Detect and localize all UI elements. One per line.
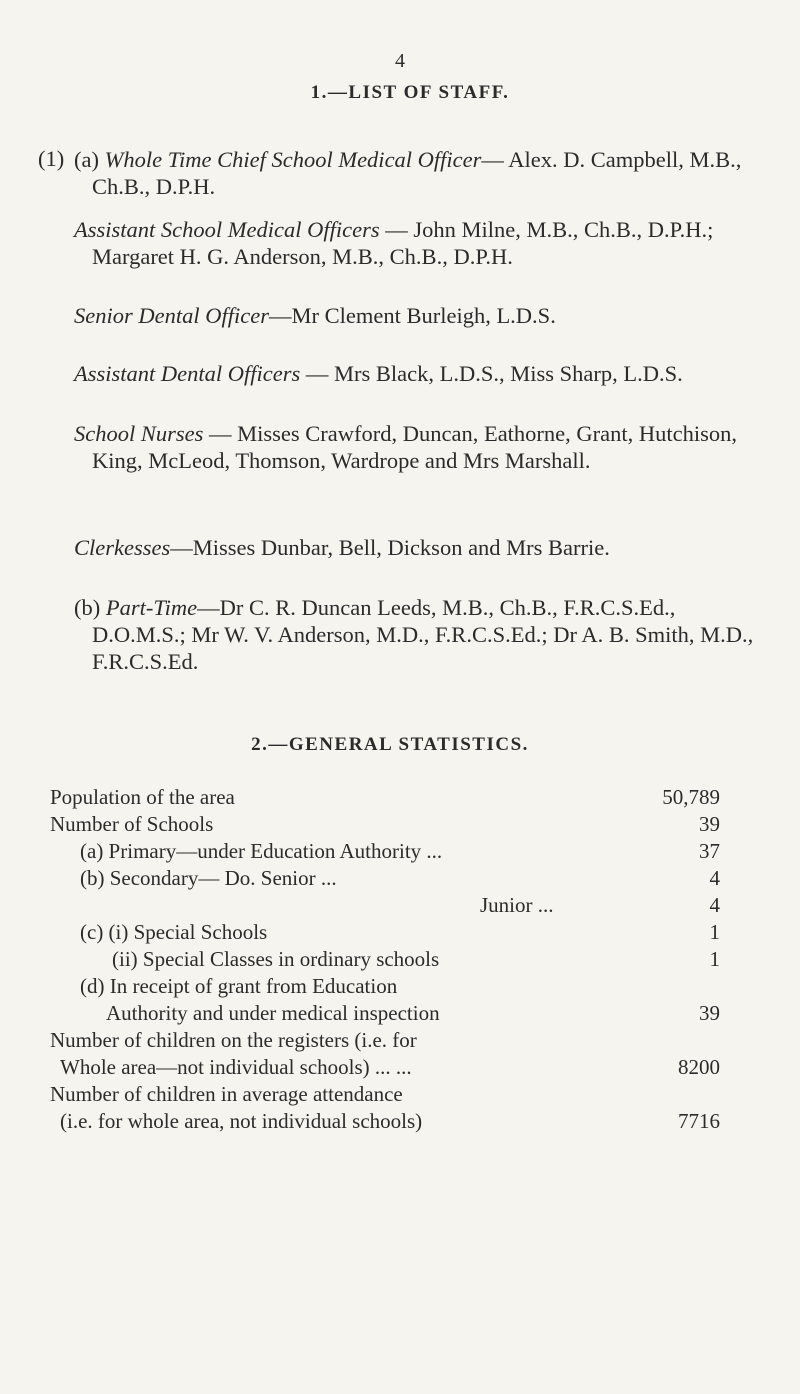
entry-label-b: (b)	[74, 595, 101, 620]
staff-heading: 1.—LIST OF STAFF.	[310, 82, 510, 103]
secondary-label: (b) Secondary— Do. Senior ...	[80, 866, 337, 890]
special-classes-label: (ii) Special Classes in ordinary schools	[112, 947, 440, 971]
assistant-officers-text: — John Milne, M.B., Ch.B., D.P.H.; Margaret H. G. Anderson, M.B., Ch.B., D.P.H.	[92, 217, 714, 269]
registers-value: 8200	[678, 1055, 720, 1079]
stat-row-special-schools	[50, 919, 770, 946]
chief-officer-entry	[74, 146, 772, 200]
stat-row-population	[50, 784, 770, 811]
special-classes-value: 1	[709, 947, 720, 971]
chief-officer-text: — Alex. D. Campbell, M.B., Ch.B., D.P.H.	[92, 147, 742, 199]
special-schools-value: 1	[709, 920, 720, 944]
grant-label-line2: Authority and under medical inspection	[106, 1001, 440, 1025]
clerkesses-text: —Misses Dunbar, Bell, Dickson and Mrs Barrie.	[170, 535, 610, 560]
schools-value: 39	[699, 812, 720, 836]
stat-row-attendance-line2	[50, 1108, 770, 1135]
statistics-table	[50, 784, 770, 1135]
part-time-entry	[74, 594, 772, 675]
page-number: 4	[395, 50, 405, 72]
attendance-value: 7716	[678, 1109, 720, 1133]
assistant-officers-title: Assistant School Medical Officers	[74, 217, 380, 242]
grant-value: 39	[699, 1001, 720, 1025]
stat-row-special-classes	[50, 946, 770, 973]
section-marker-1: (1)	[38, 146, 65, 171]
registers-label-line2: Whole area—not individual schools) ... ...	[60, 1055, 412, 1079]
school-nurses-title: School Nurses	[74, 421, 204, 446]
stat-row-registers-line2	[50, 1054, 770, 1081]
population-label: Population of the area	[50, 785, 235, 809]
stat-row-grant-line1	[50, 973, 770, 1000]
senior-dental-title: Senior Dental Officer	[74, 303, 269, 328]
junior-label: Junior ...	[480, 893, 554, 917]
school-nurses-entry	[74, 420, 772, 474]
schools-label: Number of Schools	[50, 812, 214, 836]
stat-row-secondary	[50, 865, 770, 892]
special-schools-label: (c) (i) Special Schools	[80, 920, 268, 944]
entry-label-a: (a)	[74, 147, 99, 172]
registers-label-line1: Number of children on the registers (i.e. for	[50, 1028, 417, 1052]
part-time-text: —Dr C. R. Duncan Leeds, M.B., Ch.B., F.R.C.S.Ed., D.O.M.S.; Mr W. V. Anderson, M.D., F.R.C.S.Ed.; Dr A. B. Smith, M.D., F.R.C.S.Ed.	[92, 595, 754, 674]
assistant-dental-entry	[74, 360, 772, 387]
attendance-label-line1: Number of children in average attendance	[50, 1082, 403, 1106]
stat-row-junior	[50, 892, 770, 919]
stat-row-registers-line1	[50, 1027, 770, 1054]
stat-row-schools	[50, 811, 770, 838]
grant-label-line1: (d) In receipt of grant from Education	[80, 974, 398, 998]
senior-dental-entry	[74, 302, 772, 329]
junior-value: 4	[709, 893, 720, 917]
stat-row-grant-line2	[50, 1000, 770, 1027]
statistics-heading: 2.—GENERAL STATISTICS.	[251, 734, 529, 755]
primary-label: (a) Primary—under Education Authority ...	[80, 839, 443, 863]
clerkesses-entry	[74, 534, 772, 561]
assistant-dental-text: — Mrs Black, L.D.S., Miss Sharp, L.D.S.	[300, 361, 683, 386]
stat-row-attendance-line1	[50, 1081, 770, 1108]
assistant-officers-entry	[74, 216, 772, 270]
attendance-label-line2: (i.e. for whole area, not individual schools)	[60, 1109, 423, 1133]
assistant-dental-title: Assistant Dental Officers	[74, 361, 301, 386]
school-nurses-text: — Misses Crawford, Duncan, Eathorne, Grant, Hutchison, King, McLeod, Thomson, Wardrope and Mrs Marshall.	[92, 421, 738, 473]
population-value: 50,789	[662, 785, 720, 809]
stat-row-primary	[50, 838, 770, 865]
senior-dental-text: —Mr Clement Burleigh, L.D.S.	[268, 303, 556, 328]
clerkesses-title: Clerkesses	[74, 535, 171, 560]
secondary-value: 4	[709, 866, 720, 890]
chief-officer-title: Whole Time Chief School Medical Officer	[104, 147, 482, 172]
part-time-title: Part-Time	[105, 595, 198, 620]
primary-value: 37	[699, 839, 720, 863]
